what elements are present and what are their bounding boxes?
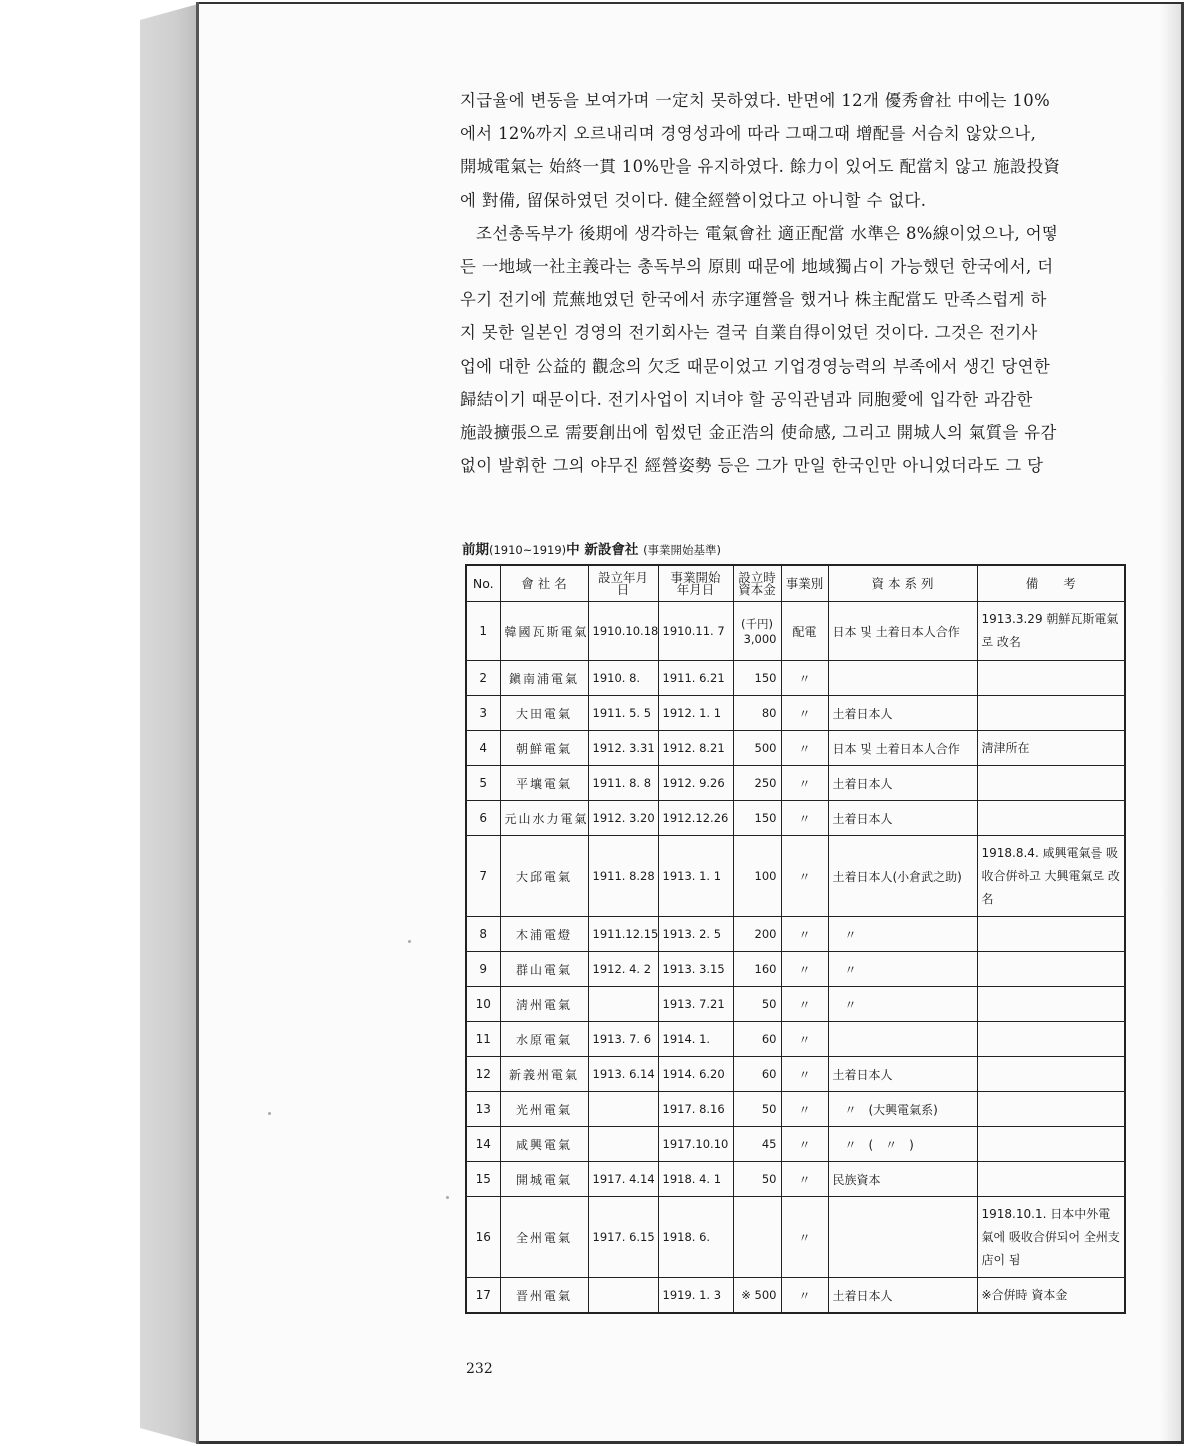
cell-est-date: 1912. 3.20 xyxy=(588,801,658,836)
cell-capital-origin: 土着日本人(小倉武之助) xyxy=(828,836,977,917)
cell-no: 8 xyxy=(466,917,500,952)
cell-name: 咸興電氣 xyxy=(500,1127,588,1162)
table-row xyxy=(466,987,1125,1022)
cell-capital: 80 xyxy=(733,696,781,731)
cell-start-date: 1913. 2. 5 xyxy=(658,917,733,952)
cell-capital-origin: 土着日本人 xyxy=(828,696,977,731)
page-number: 232 xyxy=(466,1361,493,1377)
cell-est-date: 1913. 7. 6 xyxy=(588,1022,658,1057)
cell-name: 水原電氣 xyxy=(500,1022,588,1057)
cell-name: 木浦電燈 xyxy=(500,917,588,952)
table-row xyxy=(466,1162,1125,1197)
cell-capital-origin: 〃 xyxy=(828,987,977,1022)
caption-period: (1910~1919) xyxy=(489,543,567,557)
cell-remarks xyxy=(977,917,1125,952)
cell-capital: 200 xyxy=(733,917,781,952)
cell-no: 9 xyxy=(466,952,500,987)
cell-start-date: 1912. 8.21 xyxy=(658,731,733,766)
table-row xyxy=(466,602,1125,661)
scan-speck xyxy=(408,940,411,943)
table-caption xyxy=(462,538,721,558)
cell-start-date: 1914. 6.20 xyxy=(658,1057,733,1092)
cell-est-date: 1917. 4.14 xyxy=(588,1162,658,1197)
table-row xyxy=(466,1278,1125,1314)
cell-name: 群山電氣 xyxy=(500,952,588,987)
cell-no: 12 xyxy=(466,1057,500,1092)
cell-name: 淸州電氣 xyxy=(500,987,588,1022)
cell-start-date: 1912.12.26 xyxy=(658,801,733,836)
cell-business: 〃 xyxy=(781,766,828,801)
header-capital-line2: 資本金 xyxy=(738,581,776,597)
cell-no: 13 xyxy=(466,1092,500,1127)
table-row xyxy=(466,1197,1125,1278)
text-line: 없이 발휘한 그의 야무진 經營姿勢 등은 그가 만일 한국인만 아니었더라도 그 당 xyxy=(460,456,1044,476)
text-line: 우기 전기에 荒蕪地였던 한국에서 赤字運營을 했거나 株主配當도 만족스럽게 하 xyxy=(460,290,1047,310)
cell-capital-origin: 〃 (大興電氣系) xyxy=(828,1092,977,1127)
text-line: 에서 12%까지 오르내리며 경영성과에 따라 그때그때 增配를 서슴치 않았으나, xyxy=(460,124,1037,144)
cell-capital: 250 xyxy=(733,766,781,801)
cell-name: 光州電氣 xyxy=(500,1092,588,1127)
cell-name: 開城電氣 xyxy=(500,1162,588,1197)
cell-remarks xyxy=(977,952,1125,987)
cell-name: 大邱電氣 xyxy=(500,836,588,917)
header-est-date: 設立年月日 xyxy=(588,565,658,602)
cell-no: 2 xyxy=(466,661,500,696)
table-row xyxy=(466,1022,1125,1057)
cell-no: 17 xyxy=(466,1278,500,1314)
cell-business: 〃 xyxy=(781,1278,828,1314)
scan-speck xyxy=(446,1196,449,1199)
text-line: 開城電氣는 始終一貫 10%만을 유지하였다. 餘力이 있어도 配當치 않고 施設投資 xyxy=(460,157,1061,177)
paragraph-1 xyxy=(460,84,1122,217)
cell-capital-origin xyxy=(828,661,977,696)
cell-start-date: 1910.11. 7 xyxy=(658,602,733,661)
cell-est-date: 1912. 3.31 xyxy=(588,731,658,766)
cell-no: 16 xyxy=(466,1197,500,1278)
cell-name: 元山水力電氣 xyxy=(500,801,588,836)
page-shadow xyxy=(1160,2,1184,1444)
table-row xyxy=(466,1057,1125,1092)
cell-name: 韓國瓦斯電氣 xyxy=(500,602,588,661)
cell-remarks xyxy=(977,766,1125,801)
cell-name: 鎭南浦電氣 xyxy=(500,661,588,696)
cell-business: 〃 xyxy=(781,1162,828,1197)
cell-est-date xyxy=(588,1092,658,1127)
company-table xyxy=(465,564,1126,1314)
cell-no: 4 xyxy=(466,731,500,766)
cell-capital: 60 xyxy=(733,1057,781,1092)
cell-capital: 50 xyxy=(733,1162,781,1197)
cell-remarks: ※合倂時 資本金 xyxy=(977,1278,1125,1314)
cell-start-date: 1918. 6. xyxy=(658,1197,733,1278)
header-capital-origin: 資 本 系 列 xyxy=(828,565,977,602)
cell-capital: 500 xyxy=(733,731,781,766)
cell-capital: 160 xyxy=(733,952,781,987)
cell-remarks: 淸津所在 xyxy=(977,731,1125,766)
caption-basis: (事業開始基準) xyxy=(643,543,722,557)
capital-value: 3,000 xyxy=(743,632,777,646)
cell-business: 〃 xyxy=(781,661,828,696)
cell-start-date: 1918. 4. 1 xyxy=(658,1162,733,1197)
cell-no: 15 xyxy=(466,1162,500,1197)
cell-remarks xyxy=(977,1127,1125,1162)
cell-capital-origin: 〃 xyxy=(828,917,977,952)
paragraph-2 xyxy=(460,217,1122,483)
cell-capital-origin: 土着日本人 xyxy=(828,801,977,836)
cell-start-date: 1919. 1. 3 xyxy=(658,1278,733,1314)
cell-est-date xyxy=(588,1127,658,1162)
cell-capital: 45 xyxy=(733,1127,781,1162)
cell-est-date: 1913. 6.14 xyxy=(588,1057,658,1092)
cell-remarks xyxy=(977,661,1125,696)
cell-no: 3 xyxy=(466,696,500,731)
cell-business: 〃 xyxy=(781,801,828,836)
text-line: 에 對備, 留保하였던 것이다. 健全經營이었다고 아니할 수 없다. xyxy=(460,190,927,210)
scan-speck xyxy=(268,1112,271,1115)
table-row xyxy=(466,801,1125,836)
table-row xyxy=(466,1092,1125,1127)
table-row xyxy=(466,1127,1125,1162)
cell-est-date: 1910.10.18 xyxy=(588,602,658,661)
cell-business: 〃 xyxy=(781,836,828,917)
cell-no: 6 xyxy=(466,801,500,836)
cell-start-date: 1914. 1. xyxy=(658,1022,733,1057)
cell-capital xyxy=(733,1197,781,1278)
cell-name: 全州電氣 xyxy=(500,1197,588,1278)
cell-business: 〃 xyxy=(781,1092,828,1127)
cell-est-date: 1911. 8. 8 xyxy=(588,766,658,801)
cell-capital-origin: 土着日本人 xyxy=(828,1278,977,1314)
cell-start-date: 1912. 9.26 xyxy=(658,766,733,801)
cell-name: 朝鮮電氣 xyxy=(500,731,588,766)
cell-capital-origin: 〃 ( 〃 ) xyxy=(828,1127,977,1162)
cell-capital: 150 xyxy=(733,801,781,836)
header-start-date xyxy=(658,565,733,602)
cell-no: 11 xyxy=(466,1022,500,1057)
cell-no: 10 xyxy=(466,987,500,1022)
cell-remarks: 1913.3.29 朝鮮瓦斯電氣로 改名 xyxy=(977,602,1125,661)
cell-business: 〃 xyxy=(781,952,828,987)
text-line: 施設擴張으로 需要創出에 힘썼던 金正浩의 使命感, 그리고 開城人의 氣質을 유감 xyxy=(460,423,1057,443)
cell-remarks: 1918.8.4. 咸興電氣를 吸收合倂하고 大興電氣로 改名 xyxy=(977,836,1125,917)
book-edge xyxy=(140,4,198,1444)
header-start-date-line1: 事業開始 xyxy=(670,569,721,585)
cell-est-date: 1911.12.15 xyxy=(588,917,658,952)
body-text xyxy=(460,84,1122,482)
cell-remarks xyxy=(977,801,1125,836)
cell-est-date: 1917. 6.15 xyxy=(588,1197,658,1278)
table-body xyxy=(466,602,1125,1314)
header-capital-line1: 設立時 xyxy=(738,569,776,585)
cell-est-date: 1911. 8.28 xyxy=(588,836,658,917)
cell-est-date xyxy=(588,1278,658,1314)
text-line: 조선총독부가 後期에 생각하는 電氣會社 適正配當 水準은 8%線이었으나, 어떻 xyxy=(476,223,1059,243)
header-no: No. xyxy=(466,565,500,602)
cell-capital-origin xyxy=(828,1022,977,1057)
cell-capital: ※ 500 xyxy=(733,1278,781,1314)
cell-remarks xyxy=(977,696,1125,731)
cell-est-date: 1911. 5. 5 xyxy=(588,696,658,731)
cell-name: 平壤電氣 xyxy=(500,766,588,801)
cell-remarks xyxy=(977,1092,1125,1127)
cell-start-date: 1917. 8.16 xyxy=(658,1092,733,1127)
cell-capital: 50 xyxy=(733,987,781,1022)
cell-business: 〃 xyxy=(781,1197,828,1278)
cell-business: 〃 xyxy=(781,696,828,731)
cell-capital: 150 xyxy=(733,661,781,696)
table-row xyxy=(466,661,1125,696)
cell-capital-origin: 日本 및 土着日本人合作 xyxy=(828,602,977,661)
header-capital xyxy=(733,565,781,602)
header-business: 事業別 xyxy=(781,565,828,602)
cell-name: 大田電氣 xyxy=(500,696,588,731)
cell-business: 〃 xyxy=(781,1022,828,1057)
cell-business: 〃 xyxy=(781,731,828,766)
cell-no: 5 xyxy=(466,766,500,801)
text-line: 歸結이기 때문이다. 전기사업이 지녀야 할 공익관념과 同胞愛에 입각한 과감한 xyxy=(460,389,1033,409)
cell-remarks: 1918.10.1. 日本中外電氣에 吸收合倂되어 全州支店이 됨 xyxy=(977,1197,1125,1278)
cell-remarks xyxy=(977,1162,1125,1197)
cell-business: 配電 xyxy=(781,602,828,661)
cell-start-date: 1913. 1. 1 xyxy=(658,836,733,917)
cell-no: 14 xyxy=(466,1127,500,1162)
text-line: 든 一地域一社主義라는 총독부의 原則 때문에 地域獨占이 가능했던 한국에서, 더 xyxy=(460,257,1054,277)
cell-name: 晋州電氣 xyxy=(500,1278,588,1314)
caption-part2: 中 新設會社 xyxy=(566,542,639,558)
cell-capital: 60 xyxy=(733,1022,781,1057)
text-line: 지 못한 일본인 경영의 전기회사는 결국 自業自得이었던 것이다. 그것은 전기사 xyxy=(460,323,1038,343)
capital-unit: (千円) xyxy=(741,617,773,631)
cell-est-date: 1912. 4. 2 xyxy=(588,952,658,987)
cell-business: 〃 xyxy=(781,1127,828,1162)
cell-capital-origin: 土着日本人 xyxy=(828,766,977,801)
cell-capital-origin xyxy=(828,1197,977,1278)
cell-start-date: 1913. 7.21 xyxy=(658,987,733,1022)
cell-capital xyxy=(733,602,781,661)
cell-start-date: 1912. 1. 1 xyxy=(658,696,733,731)
cell-capital-origin: 民族資本 xyxy=(828,1162,977,1197)
table-row xyxy=(466,836,1125,917)
cell-remarks xyxy=(977,1057,1125,1092)
cell-capital: 50 xyxy=(733,1092,781,1127)
cell-start-date: 1913. 3.15 xyxy=(658,952,733,987)
cell-start-date: 1911. 6.21 xyxy=(658,661,733,696)
header-remarks: 備 考 xyxy=(977,565,1125,602)
cell-capital-origin: 〃 xyxy=(828,952,977,987)
cell-business: 〃 xyxy=(781,1057,828,1092)
cell-no: 1 xyxy=(466,602,500,661)
header-name: 會 社 名 xyxy=(500,565,588,602)
cell-est-date: 1910. 8. xyxy=(588,661,658,696)
table-row xyxy=(466,952,1125,987)
cell-capital-origin: 土着日本人 xyxy=(828,1057,977,1092)
table-row xyxy=(466,731,1125,766)
cell-capital-origin: 日本 및 土着日本人合作 xyxy=(828,731,977,766)
text-line: 업에 대한 公益的 觀念의 欠乏 때문이었고 기업경영능력의 부족에서 생긴 당연한 xyxy=(460,356,1051,376)
cell-remarks xyxy=(977,987,1125,1022)
cell-name: 新義州電氣 xyxy=(500,1057,588,1092)
cell-start-date: 1917.10.10 xyxy=(658,1127,733,1162)
cell-no: 7 xyxy=(466,836,500,917)
table-row xyxy=(466,766,1125,801)
cell-business: 〃 xyxy=(781,987,828,1022)
cell-business: 〃 xyxy=(781,917,828,952)
cell-remarks xyxy=(977,1022,1125,1057)
table-row xyxy=(466,696,1125,731)
text-line: 지급율에 변동을 보여가며 一定치 못하였다. 반면에 12개 優秀會社 中에는 10% xyxy=(460,91,1051,110)
table-row xyxy=(466,917,1125,952)
table-header-row xyxy=(466,565,1125,602)
header-start-date-line2: 年月日 xyxy=(676,581,715,597)
cell-capital: 100 xyxy=(733,836,781,917)
caption-part1: 前期 xyxy=(462,542,489,558)
cell-est-date xyxy=(588,987,658,1022)
